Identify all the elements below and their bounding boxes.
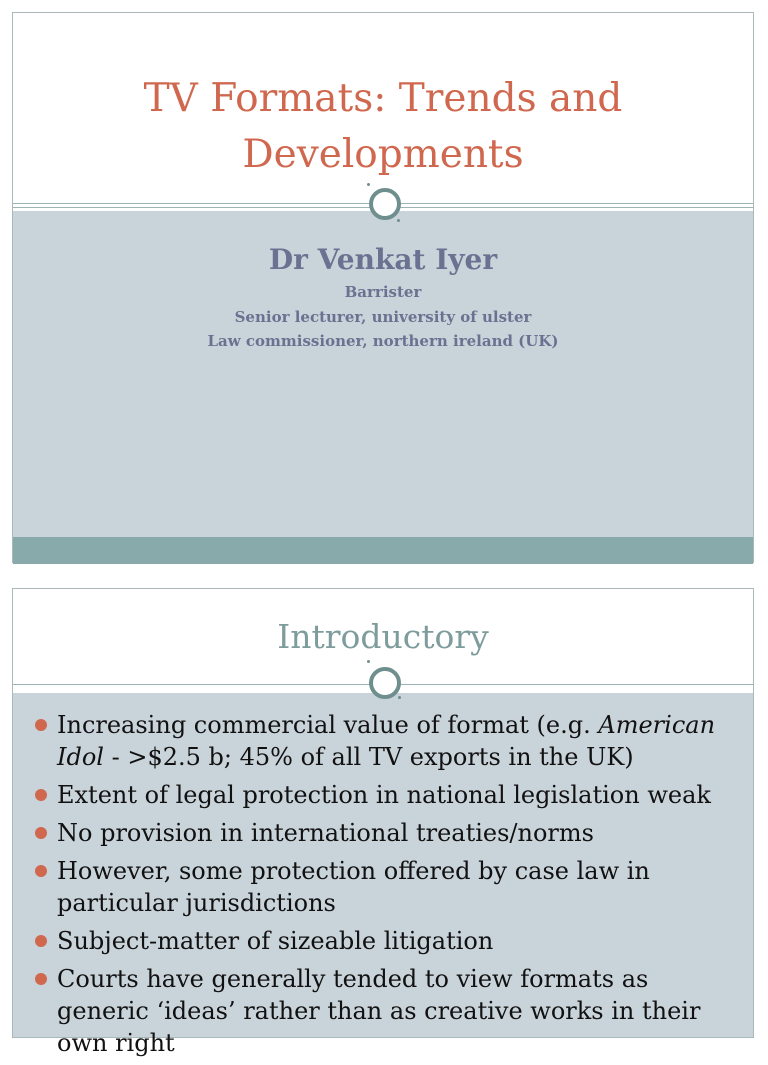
bullet-icon xyxy=(35,789,47,801)
author-position: Senior lecturer, university of ulster xyxy=(234,308,532,326)
list-item xyxy=(35,817,725,849)
list-item xyxy=(35,925,725,957)
slide-title-line-2: Developments xyxy=(242,132,524,177)
list-item xyxy=(35,963,725,1059)
bullet-list xyxy=(35,709,725,1065)
bullet-text: However, some protection offered by case law in particular jurisdictions xyxy=(57,857,650,917)
footer-band xyxy=(13,537,753,564)
bullet-icon xyxy=(35,827,47,839)
slide-title: Introductory xyxy=(277,617,489,656)
ornament-dot xyxy=(367,183,370,186)
bullet-text-italic: American Idol xyxy=(57,711,716,771)
bullet-icon xyxy=(35,865,47,877)
bullet-text: - >$2.5 b; 45% of all TV exports in the UK) xyxy=(103,743,634,771)
bullet-text: Subject-matter of sizeable litigation xyxy=(57,927,494,955)
bullet-text: Increasing commercial value of format (e.g. xyxy=(57,711,599,739)
author-role: Barrister xyxy=(344,283,422,301)
ornament-dot xyxy=(398,696,401,699)
bullet-text: Extent of legal protection in national legislation weak xyxy=(57,781,711,809)
bullet-text: No provision in international treaties/norms xyxy=(57,819,594,847)
bullet-icon xyxy=(35,719,47,731)
ring-ornament-icon xyxy=(369,188,401,220)
ornament-dot xyxy=(367,660,370,663)
introductory-slide xyxy=(12,588,754,1057)
list-item xyxy=(35,709,725,773)
slide-title-line-1: TV Formats: Trends and xyxy=(143,76,623,121)
ring-ornament-icon xyxy=(369,667,401,699)
bullet-icon xyxy=(35,973,47,985)
list-item xyxy=(35,855,725,919)
author-name: Dr Venkat Iyer xyxy=(268,243,498,276)
list-item xyxy=(35,779,725,811)
bullet-text: Courts have generally tended to view formats as generic ‘ideas’ rather than as creative works in their own right xyxy=(57,965,701,1057)
bullet-icon xyxy=(35,935,47,947)
author-office: Law commissioner, northern ireland (UK) xyxy=(207,332,559,350)
title-slide xyxy=(12,12,754,563)
title-area xyxy=(13,13,753,207)
ornament-dot xyxy=(397,219,400,222)
slide-title xyxy=(13,71,753,183)
